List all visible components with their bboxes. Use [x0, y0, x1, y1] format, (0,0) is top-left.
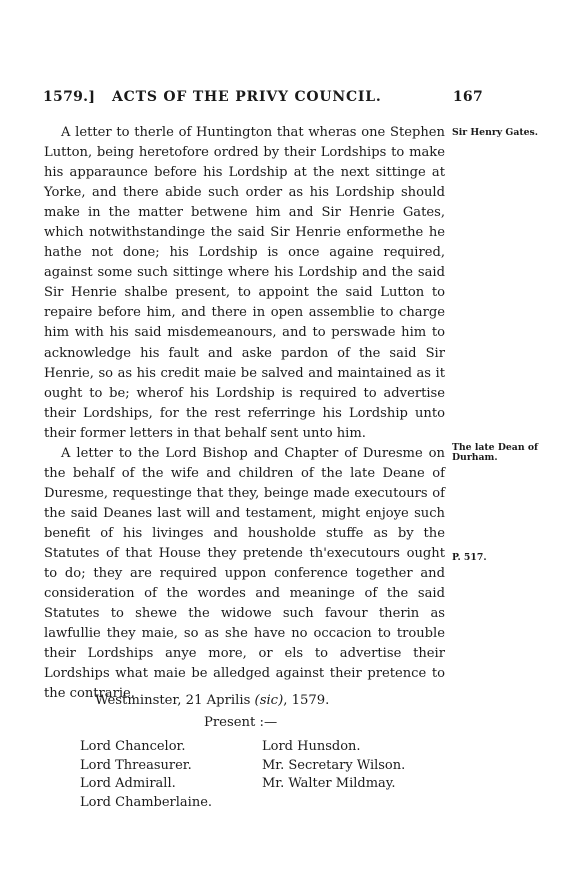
- margin-note-page-ref: P. 517.: [452, 552, 487, 563]
- attendee: Lord Chamberlaine.: [80, 794, 213, 810]
- sitting-date: [95, 693, 329, 708]
- attendee: Lord Admirall.: [80, 776, 176, 791]
- attendee: Mr. Walter Mildmay.: [262, 776, 396, 791]
- attendees-left-column: [80, 738, 212, 812]
- attendees-right-column: [262, 738, 405, 794]
- attendee: Lord Threasurer.: [80, 757, 192, 773]
- page-number: 167: [452, 89, 483, 105]
- margin-note-late-dean: The late Dean of Durham.: [452, 442, 539, 463]
- present-label: Present :—: [204, 715, 278, 730]
- paragraph-huntington-letter: A letter to therle of Huntington that wheras one Stephen Lutton, being heretofore ordred by their Lordships to make his apparaunce before his Lordship at the next sittinge at Yorke, and there abide such order as his Lordship should make in the matter betwene him and Sir Henrie Gates, which notwithstandinge the said Sir Henrie enformethe he hathe not done; his Lordship is once againe required, against some such sittinge where his Lordship and the said Sir Henrie shalbe present, to appoint the said Lutton to repaire before him, and there in open assemblie to charge him with his said misdemeanours, and to perswade him to acknowledge his fault and aske pardon of the said Sir Henrie, so as his credit maie be salved and maintained as it ought to be; wherof his Lordship is required to advertise their Lordships, for the rest referringe his Lordship unto their former letters in that behalf sent unto him.: [44, 125, 445, 441]
- sic-note: (sic): [254, 693, 284, 708]
- attendee: Lord Chancelor.: [80, 739, 186, 754]
- attendee: Mr. Secretary Wilson.: [262, 757, 406, 773]
- margin-note-sir-henry-gates: Sir Henry Gates.: [452, 127, 539, 138]
- header-title: ACTS OF THE PRIVY COUNCIL.: [112, 89, 382, 105]
- attendee: Lord Hunsdon.: [262, 739, 361, 754]
- body-text: [44, 123, 445, 704]
- sitting-place-date: Westminster, 21 Aprilis: [95, 693, 251, 708]
- paragraph-durham-letter: A letter to the Lord Bishop and Chapter of Duresme on the behalf of the wife and children of the late Deane of Duresme, requestinge that they, beinge made executours of the said Deanes last will and testament, might enjoye such benefit of his livinges and housholde stuffe as by the Statutes of that House they pretende th'executours ought to do; they are required uppon conference together and consideration of the wordes and meaninge of the said Statutes to shewe the widowe such favour therin as lawfullie they maie, so as she have no occacion to trouble their Lordships anye more, or els to advertise their Lordships what maie be alledged against their pretence to the contrarie.: [44, 445, 445, 702]
- header-year: 1579.]: [43, 89, 96, 105]
- sitting-year: , 1579.: [283, 693, 330, 708]
